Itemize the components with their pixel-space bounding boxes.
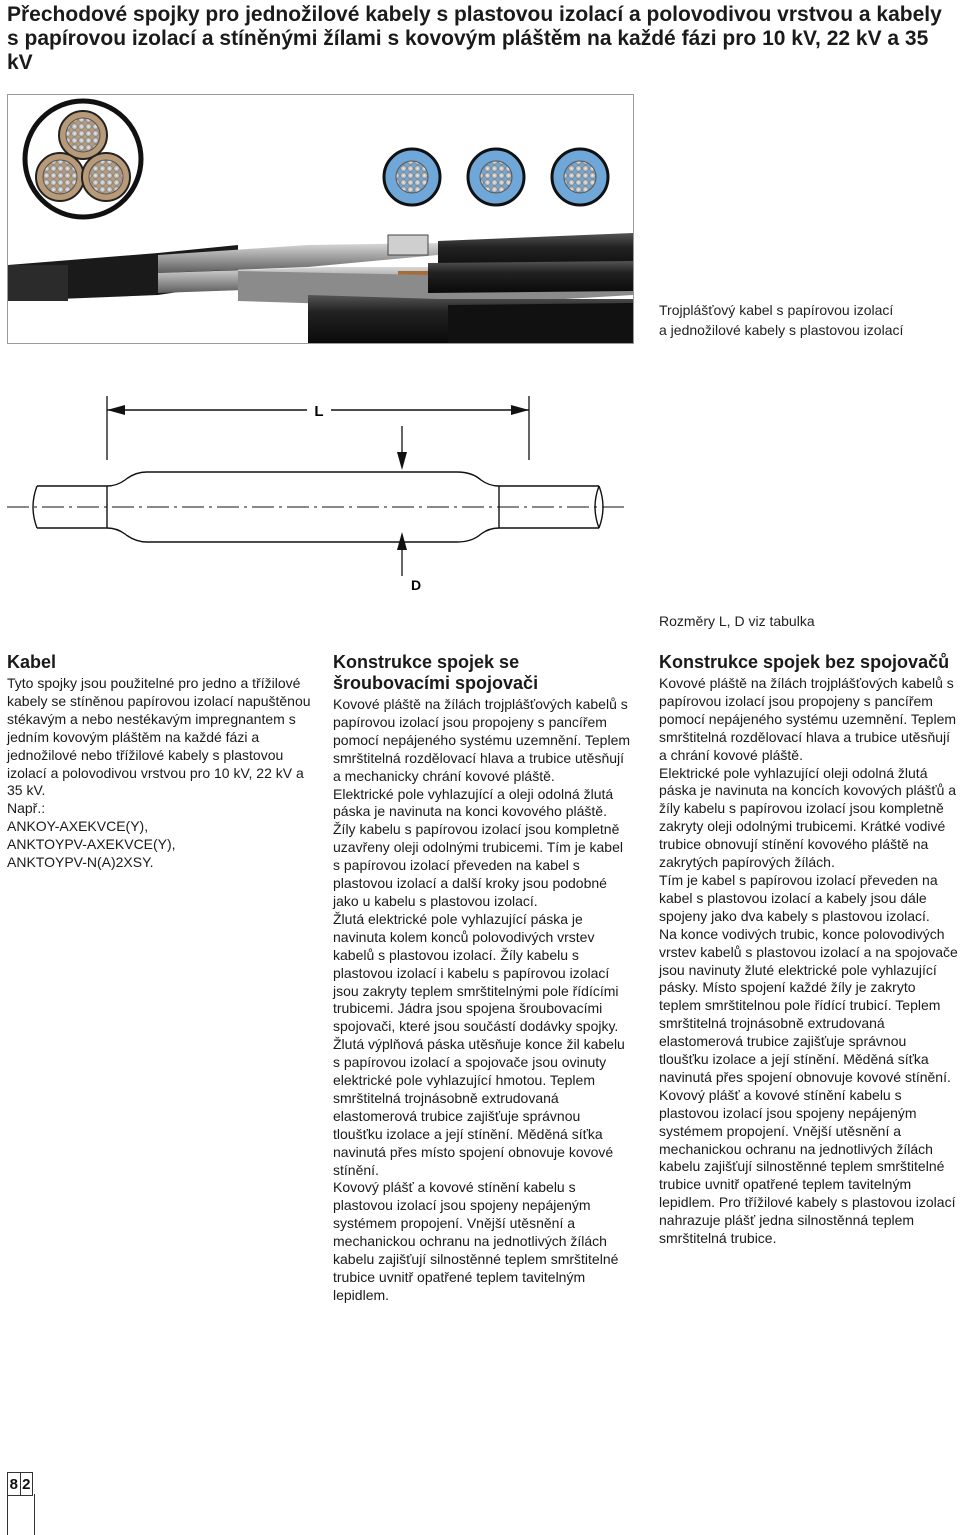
dimension-drawing: [7, 390, 632, 630]
joint-outline-drawing: [7, 390, 632, 630]
paragraph: Kovové pláště na žílách trojplášťových kabelů s papírovou izolací jsou propojeny s pancířem pomocí nepájeného systému uzemnění. Teplem smrštitelná rozdělovací hlava a trubice utěsňují a chrání kovové pláště.: [659, 675, 957, 763]
photo-caption-line-2: a jednožilové kabely s plastovou izolací: [659, 322, 904, 338]
dimension-d-arrow-bottom: [397, 532, 407, 550]
page-number-bar: [7, 1494, 35, 1535]
page-title: Přechodové spojky pro jednožilové kabely s plastovou izolací a polovodivou vrstvou a kabely s papírovou izolací a stíněnými žílami s kovovým pláštěm na každé fázi pro 10 kV, 22 kV a 35 kV: [7, 3, 942, 74]
cable-joint-illustration: [8, 95, 633, 343]
joint-body: [8, 233, 633, 343]
dimension-d-arrow-top: [397, 452, 407, 470]
page-number: [7, 1472, 33, 1496]
dimensions-note: Rozměry L, D viz tabulka: [659, 613, 815, 629]
paragraph: Kovový plášť a kovové stínění kabelu s plastovou izolací jsou spojeny nepájeným systémem propojení. Vnější utěsnění a mechanickou ochranu na jednotlivých žílách kabelu zajišťují silnostěnné teplem smrštitelné trubice uvnitř opatřené teplem tavitelným lepidlem. Pro třížilové kabely s plastovou izolací nahrazuje plášť jedna silnostěnná teplem smrštitelná trubice.: [659, 1086, 956, 1247]
paragraph: Kovové pláště na žílách trojplášťových kabelů s papírovou izolací jsou propojeny s pancířem pomocí nepájeného systému uzemnění. Teplem smrštitelná rozdělovací hlava a trubice utěsňují a mechanicky chrání kovové pláště.: [333, 696, 631, 784]
three-core-cross-section: [25, 101, 141, 217]
paragraph: Žlutá elektrické pole vyhlazující páska je navinuta kolem konců polovodivých vrstev kabelů s plastovou izolací. Žíly kabelu s plastovou izolací i kabelu s papírovou izolací jsou zakryty teplem smrštitelnými pole řídícími trubicemi. Jádra jsou spojena šroubovacími spojovači, které jsou součástí dodávky spojky. Žlutá výplňová páska utěsňuje konce žil kabelu s papírovou izolací a spojovače jsou ovinuty elektrické pole vyhlazující hmotou. Teplem smrštitelná trojnásobně extrudovaná elastomerová trubice zajišťuje správnou tloušťku izolace a její stínění. Měděná síťka navinutá přes místo spojení obnovuje kovové stínění.: [333, 910, 625, 1178]
photo-caption: [659, 300, 949, 340]
page-number-digit: 8: [8, 1473, 21, 1495]
column-screw-connectors: [333, 652, 633, 1305]
column-cable-body: Tyto spojky jsou použitelné pro jedno a třížilové kabely se stíněnou papírovou izolací napuštěnou stékavým a nebo nestékavým impregnantem s jedním kovovým pláštěm na každé fázi a jednožilové nebo třížilové kabely s plastovou izolací a polovodivou vrstvou pro 10 kV, 22 kV a 35 kV.: [7, 675, 311, 799]
column-cable: [7, 652, 312, 872]
paragraph: Tím je kabel s papírovou izolací převeden na kabel s plastovou izolací a kabely jsou dále spojeny jako dva kabely s plastovou izolací.: [659, 871, 938, 924]
column-no-connectors-heading: Konstrukce spojek bez spojovačů: [659, 652, 950, 672]
column-no-connectors: [659, 652, 959, 1248]
page-number-digit: 2: [22, 1475, 31, 1493]
example-item: ANKOY-AXEKVCE(Y),: [7, 818, 149, 835]
paragraph: Kovový plášť a kovové stínění kabelu s plastovou izolací jsou spojeny nepájeným systémem propojení. Vnější utěsnění a mechanickou ochranu na jednotlivých žílách kabelu zajišťují silnostěnné teplem smrštitelné trubice uvnitř opatřené teplem tavitelným lepidlem.: [333, 1179, 619, 1303]
dimension-l-label: L: [314, 403, 324, 420]
paragraph: Elektrické pole vyhlazující a oleji odolná žlutá páska je navinuta na konci kovového pláště. Žíly kabelu s papírovou izolací jsou kompletně uzavřeny oleji odolnými trubicemi. Tím je kabel s papírovou izolací převeden na kabel s plastovou izolací a další kroky jsou podobné jako u kabelu s plastovou izolací.: [333, 785, 623, 909]
paragraph: Elektrické pole vyhlazující oleji odolná žlutá páska je navinuta na koncích kovových plášťů a žíly kabelu s papírovou izolací jsou kompletně zakryty oleji odolnými trubicemi. Krátké vodivé trubice obnovují stínění kovového pláště na zakrytých papírových žílách.: [659, 764, 957, 871]
dimension-d-label: D: [411, 577, 422, 593]
example-item: ANKTOYPV-AXEKVCE(Y),: [7, 836, 176, 853]
example-item: ANKTOYPV-N(A)2XSY.: [7, 854, 154, 871]
paragraph: Na konce vodivých trubic, konce polovodivých vrstev kabelů s plastovou izolací a na spojovače jsou navinuty žluté elektrické pole vyhlazující pásky. Místo spojení každé žíly je zakryto teplem smrštitelnou pole řídící trubicí. Teplem smrštitelná trojnásobně extrudovaná elastomerová trubice zajišťuje správnou tloušťku izolace a její stínění. Měděná síťka navinutá přes spojení obnovuje kovové stínění.: [659, 925, 958, 1085]
cable-joint-photo: [7, 94, 634, 344]
column-cable-heading: Kabel: [7, 652, 57, 672]
column-screw-connectors-heading: Konstrukce spojek se šroubovacími spojovači: [333, 652, 539, 693]
photo-caption-line-1: Trojplášťový kabel s papírovou izolací: [659, 302, 894, 318]
example-label: Např.:: [7, 800, 46, 817]
single-core-cross-sections: [384, 149, 608, 205]
